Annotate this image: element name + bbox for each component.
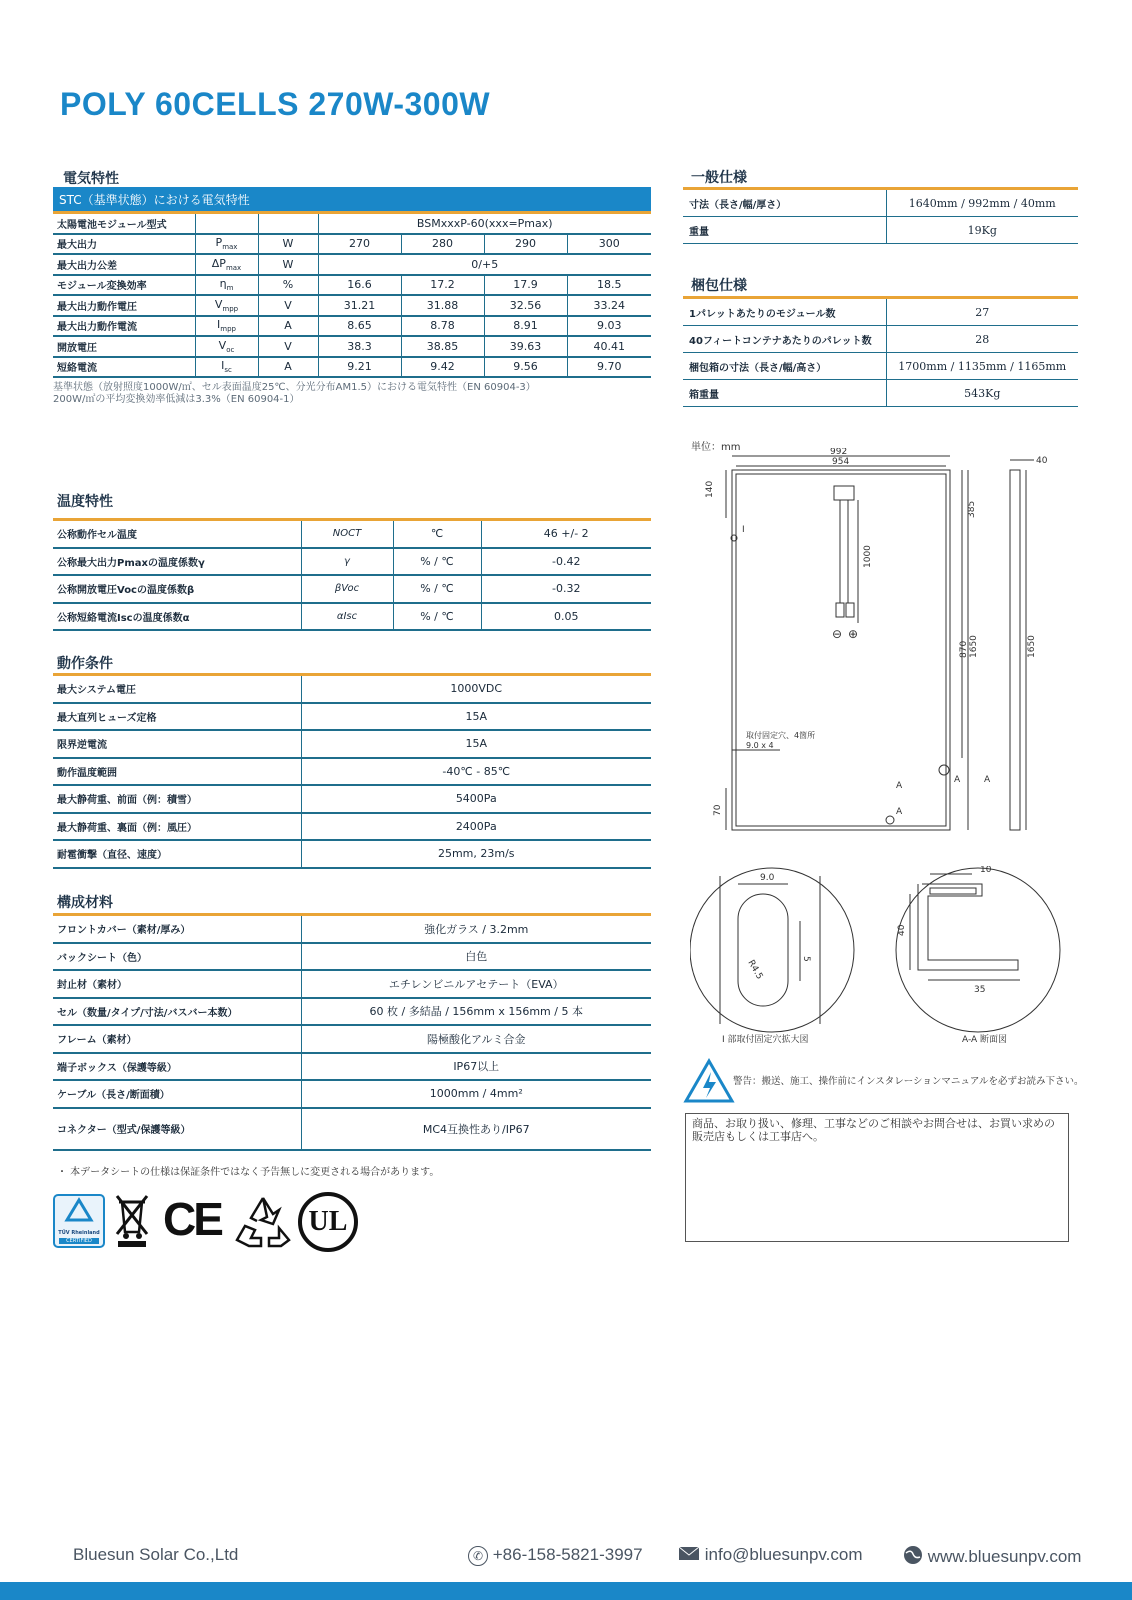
row-symbol: $I_{sc}$ <box>195 357 258 378</box>
row-value: 9.56 <box>484 357 567 378</box>
row-label: 最大静荷重、裏面（例：風圧） <box>53 813 301 841</box>
row-label: 短絡電流 <box>53 357 195 378</box>
temperature-section <box>53 518 651 631</box>
row-unit: W <box>258 254 318 275</box>
row-value: 31.88 <box>401 295 484 316</box>
phone-text: +86-158-5821-3997 <box>492 1545 643 1564</box>
dim-70: 70 <box>713 804 723 816</box>
row-label: 最大出力 <box>53 234 195 255</box>
row-value: 17.9 <box>484 275 567 296</box>
note-2: 200W/㎡の平均変換効率低減は3.3%（EN 60904-1） <box>53 394 300 405</box>
row-value: 27 <box>886 299 1078 326</box>
row-symbol: NOCT <box>301 521 393 548</box>
row-value: 290 <box>484 234 567 255</box>
table-row <box>53 316 651 337</box>
row-label: 端子ボックス（保護等級） <box>53 1053 301 1081</box>
table-row <box>53 275 651 296</box>
table-row <box>53 970 651 998</box>
row-symbol: αIsc <box>301 603 393 631</box>
row-label: 箱重量 <box>683 380 886 407</box>
row-value: 1700mm / 1135mm / 1165mm <box>886 353 1078 380</box>
dim-40: 40 <box>1036 456 1048 466</box>
row-label: 最大出力公差 <box>53 254 195 275</box>
dim-140: 140 <box>705 480 715 498</box>
table-row <box>53 943 651 971</box>
tuv-logo: TÜV Rheinland CERTIFIED <box>53 1194 105 1248</box>
detail1-caption: I 部取付固定穴拡大図 <box>722 1035 809 1045</box>
detail2-caption: A-A 断面図 <box>962 1035 1008 1045</box>
row-label: 最大出力動作電流 <box>53 316 195 337</box>
row-value: 60 枚 / 多結晶 / 156mm x 156mm / 5 本 <box>301 998 651 1026</box>
operating-heading: 動作条件 <box>57 656 113 672</box>
row-unit: % / ℃ <box>393 575 481 603</box>
row-symbol: $V_{oc}$ <box>195 336 258 357</box>
row-label: ケーブル（長さ/断面積） <box>53 1080 301 1108</box>
row-label: 公称最大出力Pmaxの温度係数γ <box>53 548 301 576</box>
company-name: Bluesun Solar Co.,Ltd <box>73 1545 239 1564</box>
temperature-heading: 温度特性 <box>57 494 113 510</box>
row-value: 300 <box>567 234 651 255</box>
table-row <box>53 1025 651 1053</box>
row-value: 19Kg <box>886 217 1078 244</box>
table-row <box>53 730 651 758</box>
detail-dim-5: 5 <box>801 956 811 962</box>
row-label: 公称短絡電流Iscの温度係数α <box>53 603 301 631</box>
row-value: エチレンビニルアセテート（EVA） <box>301 970 651 998</box>
row-symbol: βVoc <box>301 575 393 603</box>
row-value: 0.05 <box>481 603 651 631</box>
polarity-minus: ⊖ <box>832 627 843 641</box>
row-unit: % / ℃ <box>393 548 481 576</box>
row-label: 最大出力動作電圧 <box>53 295 195 316</box>
row-value: MC4互換性あり/IP67 <box>301 1108 651 1150</box>
row-value: 8.65 <box>318 316 401 337</box>
row-value: 白色 <box>301 943 651 971</box>
row-value: IP67以上 <box>301 1053 651 1081</box>
row-label: セル（数量/タイプ/寸法/バスバー本数） <box>53 998 301 1026</box>
materials-table <box>53 916 651 1151</box>
table-row <box>53 234 651 255</box>
operating-table <box>53 676 651 869</box>
note-1: 基準状態（放射照度1000W/㎡、セル表面温度25℃、分光分布AM1.5）における電気特性（EN 60904-3） <box>53 382 536 393</box>
row-value: 28 <box>886 326 1078 353</box>
email-text: info@bluesunpv.com <box>704 1545 863 1564</box>
row-value: 32.56 <box>484 295 567 316</box>
ce-mark: CE <box>163 1193 221 1245</box>
row-value: 1000mm / 4mm² <box>301 1080 651 1108</box>
row-value: 543Kg <box>886 380 1078 407</box>
globe-icon <box>903 1545 923 1570</box>
row-label: 寸法（長さ/幅/厚さ） <box>683 190 886 217</box>
mail-icon <box>678 1546 700 1566</box>
row-value: 38.3 <box>318 336 401 357</box>
row-value: 8.78 <box>401 316 484 337</box>
table-row <box>53 813 651 841</box>
row-label: フロントカバー（素材/厚み） <box>53 916 301 943</box>
row-label: 最大システム電圧 <box>53 676 301 703</box>
row-symbol: $V_{mpp}$ <box>195 295 258 316</box>
row-value: 1000VDC <box>301 676 651 703</box>
mark-a1: A <box>896 781 903 791</box>
general-section <box>683 187 1078 244</box>
table-row <box>53 336 651 357</box>
web-item <box>903 1545 1081 1570</box>
weee-icon <box>115 1192 149 1252</box>
table-row <box>53 548 651 576</box>
row-value: 16.6 <box>318 275 401 296</box>
table-row <box>53 758 651 786</box>
row-unit: A <box>258 316 318 337</box>
row-unit: % / ℃ <box>393 603 481 631</box>
warning-text: 警告：搬送、施工、操作前にインスタレーションマニュアルを必ずお読み下さい。 <box>733 1076 1084 1087</box>
phone-icon: ✆ <box>468 1546 488 1566</box>
table-row <box>53 785 651 813</box>
row-label: 公称動作セル温度 <box>53 521 301 548</box>
row-label: 限界逆電流 <box>53 730 301 758</box>
row-symbol: $I_{mpp}$ <box>195 316 258 337</box>
row-value: 25mm, 23m/s <box>301 840 651 868</box>
packing-heading: 梱包仕様 <box>691 278 747 294</box>
row-value: 陽極酸化アルミ合金 <box>301 1025 651 1053</box>
row-value: 8.91 <box>484 316 567 337</box>
detail-dim-10: 10 <box>980 866 992 875</box>
row-value: 9.42 <box>401 357 484 378</box>
table-row <box>683 217 1078 244</box>
table-row <box>683 299 1078 326</box>
phone-item <box>468 1545 643 1566</box>
row-symbol: $P_{max}$ <box>195 234 258 255</box>
row-label: 40フィートコンテナあたりのパレット数 <box>683 326 886 353</box>
row-label: 開放電圧 <box>53 336 195 357</box>
table-row <box>683 326 1078 353</box>
row-value: 33.24 <box>567 295 651 316</box>
email-item <box>678 1545 862 1566</box>
row-label: 重量 <box>683 217 886 244</box>
materials-heading: 構成材料 <box>57 895 113 911</box>
ul-logo: UL <box>298 1192 358 1252</box>
row-value: 31.21 <box>318 295 401 316</box>
row-label: 封止材（素材） <box>53 970 301 998</box>
table-row <box>53 214 651 234</box>
row-value: 15A <box>301 703 651 731</box>
row-value: 38.85 <box>401 336 484 357</box>
row-value: -40℃ - 85℃ <box>301 758 651 786</box>
row-unit: A <box>258 357 318 378</box>
warning-icon <box>683 1058 735 1108</box>
row-value: 2400Pa <box>301 813 651 841</box>
stc-bar: STC（基準状態）における電気特性 <box>53 187 651 214</box>
row-value: 17.2 <box>401 275 484 296</box>
row-value: 270 <box>318 234 401 255</box>
electrical-heading: 電気特性 <box>63 171 119 187</box>
table-row <box>53 703 651 731</box>
dim-1650: 1650 <box>969 635 979 658</box>
row-label: フレーム（素材） <box>53 1025 301 1053</box>
table-row <box>53 295 651 316</box>
table-row <box>53 998 651 1026</box>
row-value: -0.32 <box>481 575 651 603</box>
recycle-icon <box>233 1192 293 1254</box>
page-title: POLY 60CELLS 270W-300W <box>60 86 491 122</box>
table-row <box>53 254 651 275</box>
cert-logos <box>53 1190 363 1252</box>
row-unit: V <box>258 336 318 357</box>
contact-box: 商品、お取り扱い、修理、工事などのご相談やお問合せは、お買い求めの販売店もしくは工事店へ。 <box>685 1113 1069 1242</box>
table-row <box>53 916 651 943</box>
row-label: モジュール変換効率 <box>53 275 195 296</box>
dim-954: 954 <box>832 457 850 467</box>
model-label: 太陽電池モジュール型式 <box>53 214 195 234</box>
row-value: 強化ガラス / 3.2mm <box>301 916 651 943</box>
mark-i: I <box>742 525 745 535</box>
table-row <box>53 521 651 548</box>
temperature-table <box>53 521 651 631</box>
table-row <box>53 357 651 378</box>
detail-drawings <box>690 866 1080 1046</box>
row-value: 5400Pa <box>301 785 651 813</box>
mount-label: 取付固定穴、4箇所 <box>746 731 816 740</box>
dim-870: 870 <box>959 640 969 658</box>
mount-size: 9.0 x 4 <box>746 741 774 750</box>
table-row <box>683 380 1078 407</box>
row-value: 18.5 <box>567 275 651 296</box>
row-unit: V <box>258 295 318 316</box>
row-value: 0/+5 <box>318 254 651 275</box>
table-row <box>53 1080 651 1108</box>
operating-section <box>53 673 651 869</box>
row-value: -0.42 <box>481 548 651 576</box>
detail-dim-40: 40 <box>897 924 907 936</box>
table-row <box>683 190 1078 217</box>
detail-dim-35: 35 <box>974 985 986 995</box>
row-value: 9.70 <box>567 357 651 378</box>
row-value: 46 +/- 2 <box>481 521 651 548</box>
module-drawing <box>690 448 1080 848</box>
electrical-section <box>53 187 651 406</box>
row-unit: W <box>258 234 318 255</box>
packing-section <box>683 296 1078 407</box>
row-label: 梱包箱の寸法（長さ/幅/高さ） <box>683 353 886 380</box>
row-label: 動作温度範囲 <box>53 758 301 786</box>
general-heading: 一般仕様 <box>691 170 747 186</box>
table-row <box>53 676 651 703</box>
row-label: 耐雹衝撃（直径、速度） <box>53 840 301 868</box>
dim-992: 992 <box>830 448 848 457</box>
table-row <box>53 603 651 631</box>
row-value: 280 <box>401 234 484 255</box>
packing-table <box>683 299 1078 407</box>
table-row <box>683 353 1078 380</box>
mark-a4: A <box>896 807 903 817</box>
row-symbol: γ <box>301 548 393 576</box>
unit-label: 単位：mm <box>691 442 741 453</box>
disclaimer: ・ 本データシートの仕様は保証条件ではなく予告無しに変更される場合があります。 <box>57 1167 440 1178</box>
dim-1000: 1000 <box>863 545 873 568</box>
polarity-plus: ⊕ <box>848 627 859 641</box>
footer-bar <box>0 1582 1132 1600</box>
dim-385: 385 <box>967 500 977 518</box>
row-label: 1パレットあたりのモジュール数 <box>683 299 886 326</box>
row-value: 9.03 <box>567 316 651 337</box>
row-value: 15A <box>301 730 651 758</box>
table-row <box>53 1108 651 1150</box>
mark-a2: A <box>954 775 961 785</box>
dim-1650-side: 1650 <box>1027 635 1037 658</box>
row-label: 最大直列ヒューズ定格 <box>53 703 301 731</box>
row-value: 9.21 <box>318 357 401 378</box>
table-row <box>53 840 651 868</box>
materials-section <box>53 913 651 1151</box>
detail-dim-9: 9.0 <box>760 873 775 883</box>
table-row <box>53 1053 651 1081</box>
table-row <box>53 575 651 603</box>
row-unit: ℃ <box>393 521 481 548</box>
row-label: バックシート（色） <box>53 943 301 971</box>
web-text: www.bluesunpv.com <box>927 1546 1082 1566</box>
row-symbol: $\eta_m$ <box>195 275 258 296</box>
row-value: 40.41 <box>567 336 651 357</box>
general-table <box>683 190 1078 244</box>
mark-a3: A <box>984 775 991 785</box>
electrical-table <box>53 214 651 378</box>
row-label: 最大静荷重、前面（例：積雪） <box>53 785 301 813</box>
row-value: 39.63 <box>484 336 567 357</box>
model-value: BSMxxxP-60(xxx=Pmax) <box>318 214 651 234</box>
detail-dim-r45: R4.5 <box>745 958 765 982</box>
row-label: コネクター（型式/保護等級） <box>53 1108 301 1150</box>
row-symbol: $\Delta P_{max}$ <box>195 254 258 275</box>
row-label: 公称開放電圧Vocの温度係数β <box>53 575 301 603</box>
row-unit: % <box>258 275 318 296</box>
row-value: 1640mm / 992mm / 40mm <box>886 190 1078 217</box>
